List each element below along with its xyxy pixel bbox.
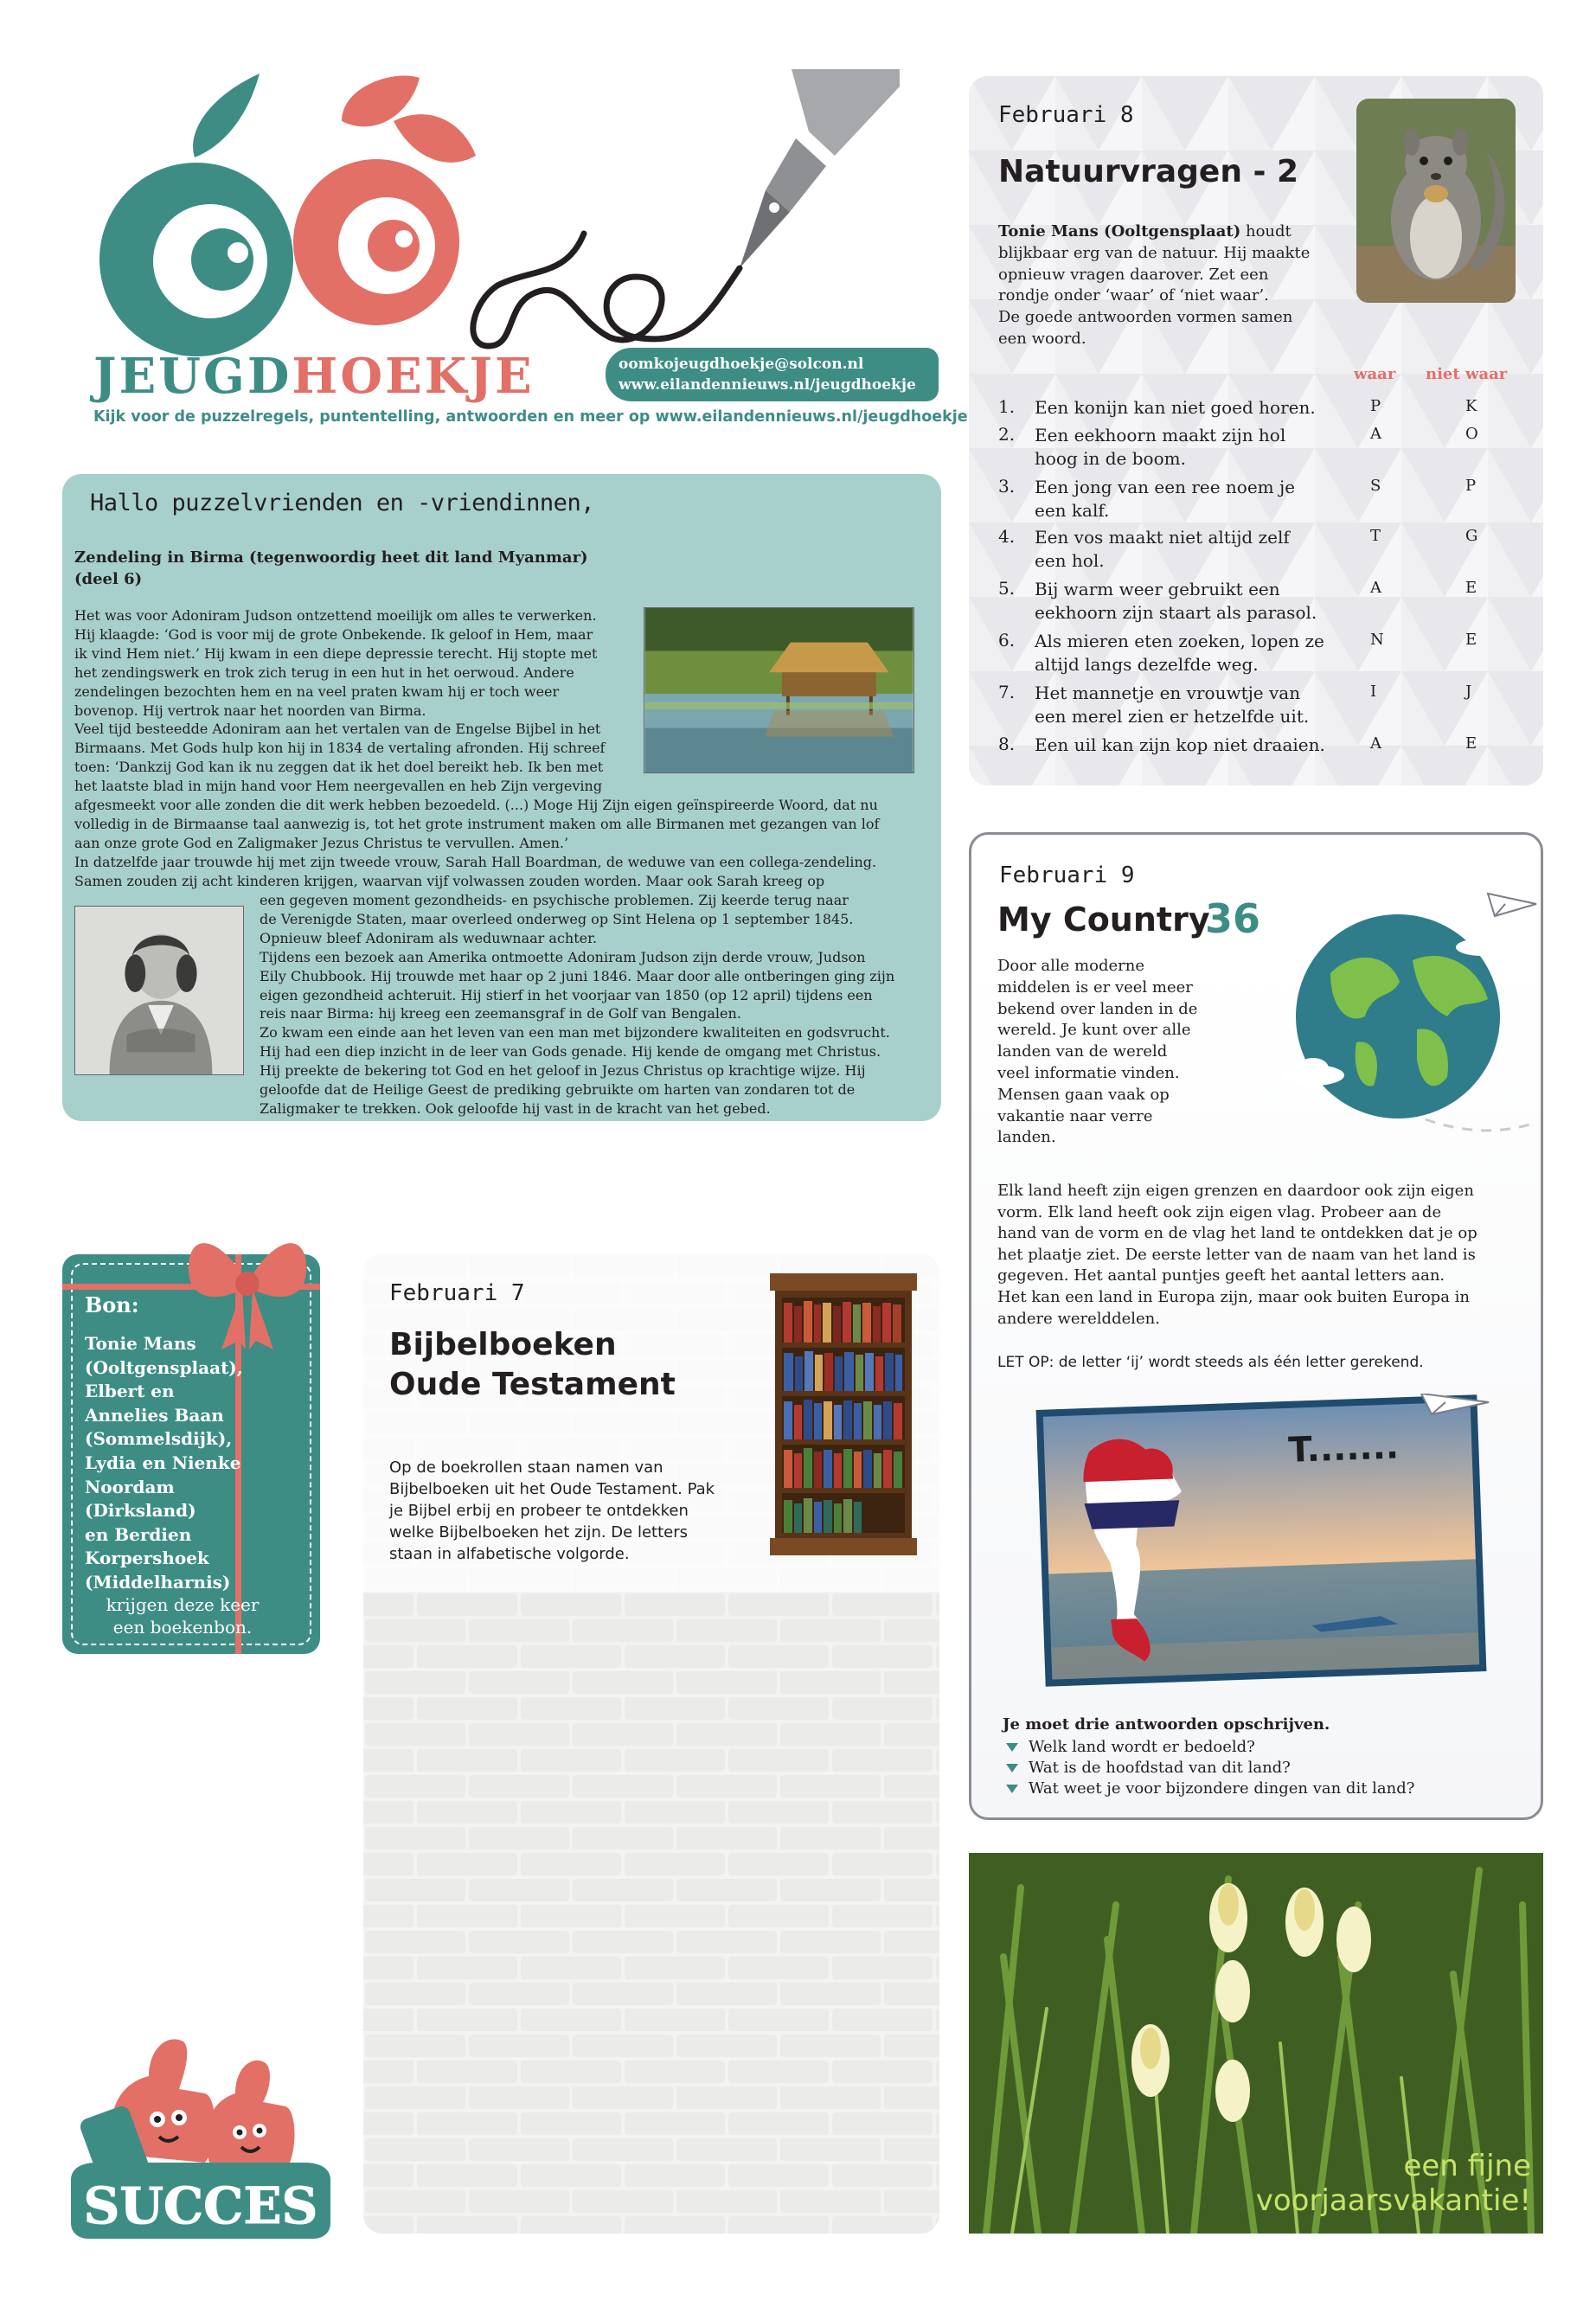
question-text xyxy=(1035,476,1346,522)
question-line: hoog in de boom. xyxy=(1035,448,1186,469)
story-line: de Verenigde Staten, maar overleed onderweg op Sint Helena op 1 september 1845. xyxy=(260,910,854,927)
winner-line: en Berdien xyxy=(85,1523,192,1545)
question-line: een merel zien er hetzelfde uit. xyxy=(1035,706,1310,727)
answer-letter-true: P xyxy=(1370,397,1381,415)
winner-line: Lydia en Nienke xyxy=(85,1452,241,1473)
story-line: Opnieuw bleef Adoniram als weduwnaar achter. xyxy=(260,929,598,946)
coral-o-mark xyxy=(293,75,476,325)
answer-question: Wat weet je voor bijzondere dingen van dit land? xyxy=(1029,1779,1415,1798)
country-intro-line: wereld. Je kunt over alle xyxy=(997,1021,1191,1040)
question-number: 7. xyxy=(998,682,1016,702)
winner-line: (Middelharnis) xyxy=(85,1571,231,1593)
answer-letter-true: A xyxy=(1370,579,1381,597)
answer-letter-false: O xyxy=(1465,425,1478,443)
bible-date: Februari 7 xyxy=(389,1280,525,1306)
answer-letter-true: A xyxy=(1370,734,1381,753)
country-body-line: andere werelddelen. xyxy=(997,1309,1160,1328)
bible-title-line: Oude Testament xyxy=(389,1367,676,1402)
country-body-line: Elk land heeft zijn eigen grenzen en daardoor ook zijn eigen xyxy=(997,1182,1474,1200)
country-shape-photo xyxy=(1032,1394,1490,1688)
question-number: 5. xyxy=(998,578,1016,599)
story-text-top xyxy=(74,606,628,796)
story-line: Hij klaagde: ‘God is voor mij de grote Onbekende. Ik geloof in Hem, maar xyxy=(74,625,593,643)
nature-intro-line: een woord. xyxy=(998,329,1086,348)
question-number: 4. xyxy=(998,526,1016,547)
story-line: het laatste blad in mijn hand voor Hem neergevallen en heb Zijn vergeving xyxy=(74,778,603,795)
thumbs-up-icon xyxy=(206,2061,294,2171)
contact-box xyxy=(606,348,939,401)
question-number: 1. xyxy=(998,396,1016,417)
nature-intro-line: De goede antwoorden vormen samen xyxy=(998,308,1293,327)
story-title xyxy=(74,547,680,590)
stilt-hut-photo xyxy=(644,607,914,773)
story-line: Zo kwam een einde aan het leven van een man met bijzondere kwaliteiten en godsvrucht. xyxy=(260,1024,890,1042)
country-body-line: gegeven. Het aantal puntjes geeft het aantal letters aan. xyxy=(997,1266,1445,1285)
question-text xyxy=(1035,630,1346,676)
answer-letter-false: P xyxy=(1465,477,1477,495)
crocus-photo-card xyxy=(969,1853,1543,2234)
winner-line: (Ooltgensplaat), xyxy=(85,1356,243,1378)
bible-books-puzzle-panel xyxy=(363,1254,939,2234)
intro-story-panel xyxy=(62,474,941,1121)
ink-swirl xyxy=(473,234,740,346)
nature-intro xyxy=(998,221,1336,350)
country-issue-number: 36 xyxy=(1205,895,1261,942)
country-intro-line: landen van de wereld xyxy=(997,1042,1168,1061)
question-text xyxy=(1035,682,1346,728)
country-intro xyxy=(997,956,1224,1149)
winner-line: Annelies Baan xyxy=(85,1404,224,1426)
fountain-pen-icon xyxy=(740,69,900,268)
brand-title xyxy=(93,348,535,405)
bible-intro-line: Op de boekrollen staan namen van xyxy=(389,1458,663,1477)
question-line: Als mieren eten zoeken, lopen ze xyxy=(1035,631,1324,651)
question-line: altijd langs dezelfde weg. xyxy=(1035,654,1259,675)
answer-letter-true: S xyxy=(1370,477,1381,495)
story-line: Tijdens een bezoek aan Amerika ontmoette Adoniram Judson zijn derde vrouw, Judson xyxy=(260,948,866,965)
country-body-line: vorm. Elk land heeft ook zijn eigen vlag. Probeer aan de xyxy=(997,1202,1442,1221)
question-line: Een vos maakt niet altijd zelf xyxy=(1035,527,1290,548)
country-intro-line: vakantie naar verre xyxy=(997,1106,1153,1125)
winner-line: Tonie Mans xyxy=(85,1333,196,1354)
bible-intro xyxy=(389,1457,744,1565)
answer-letter-false: G xyxy=(1465,527,1478,545)
bookcase-icon xyxy=(770,1273,917,1555)
question-text xyxy=(1035,526,1346,573)
holiday-wish-line: voorjaarsvakantie! xyxy=(1255,2183,1531,2218)
winner-line: Noordam xyxy=(85,1476,175,1497)
country-date: Februari 9 xyxy=(999,862,1135,888)
story-line: Eily Chubbook. Hij trouwde met haar op 2 juni 1846. Maar door alle ontberingen ging zijn xyxy=(260,967,895,984)
nature-intro-line: rondje onder ‘waar’ of ‘niet waar’. xyxy=(998,286,1269,305)
question-text xyxy=(1035,734,1346,757)
answer-letter-true: I xyxy=(1370,683,1377,701)
answers-title: Je moet drie antwoorden opschrijven. xyxy=(1003,1715,1330,1734)
intro-greeting: Hallo puzzelvrienden en -vriendinnen, xyxy=(90,490,594,516)
question-line: eekhoorn zijn staart als parasol. xyxy=(1035,602,1317,623)
reward-line: krijgen deze keer xyxy=(106,1594,260,1615)
country-body xyxy=(997,1181,1525,1330)
story-text-right xyxy=(260,891,926,1118)
bible-title xyxy=(389,1325,676,1405)
brand-part-hoekje: HOEKJE xyxy=(292,348,535,405)
winner-line: (Sommelsdijk), xyxy=(85,1428,233,1450)
question-number: 3. xyxy=(998,476,1016,497)
holiday-wish-line: een fijne xyxy=(1403,2149,1531,2183)
nature-intro-line: houdt xyxy=(1240,222,1292,240)
nature-date: Februari 8 xyxy=(998,102,1134,128)
story-line: het zendingswerk en trok zich terug in een hut in het oerwoud. Andere xyxy=(74,663,574,681)
answer-letter-true: T xyxy=(1370,527,1381,545)
story-line: Samen zouden zij acht kinderen krijgen, waarvan vijf volwassen zouden worden. Maar ook Sarah kreeg op xyxy=(74,872,825,889)
story-line: ik vind Hem niet.’ Hij kwam in een diepe depressie terecht. Hij stopte met xyxy=(74,644,598,662)
story-line: een gegeven moment gezondheids- en psychische problemen. Zij keerde terug naar xyxy=(260,892,849,908)
story-title-line: (deel 6) xyxy=(74,570,143,588)
country-body-line: Het kan een land in Europa zijn, maar ook buiten Europa in xyxy=(997,1287,1471,1306)
question-number: 2. xyxy=(998,424,1016,445)
nature-intro-line: blijkbaar erg van de natuur. Hij maakte xyxy=(998,243,1311,262)
winner-line: Korpershoek xyxy=(85,1548,209,1569)
bible-intro-line: welke Bijbelboeken het zijn. De letters xyxy=(389,1523,688,1541)
answer-letter-false: E xyxy=(1465,734,1477,753)
my-country-panel xyxy=(969,832,1543,1820)
story-line: eigen gezondheid achteruit. Hij stierf in het voorjaar van 1850 (op 12 april) tijdens een xyxy=(260,986,873,1003)
country-intro-line: landen. xyxy=(997,1128,1056,1147)
bon-title: Bon: xyxy=(85,1292,139,1317)
story-line: aan onze grote God en Zaligmaker Jezus Christus te vervullen. Amen.’ xyxy=(74,834,569,851)
winner-line: (Dirksland) xyxy=(85,1500,196,1522)
question-number: 6. xyxy=(998,630,1016,651)
triangle-bullet-icon xyxy=(1006,1785,1018,1795)
question-text xyxy=(1035,424,1346,471)
sarah-portrait-engraving xyxy=(74,906,244,1075)
country-intro-line: veel informatie vinden. xyxy=(997,1063,1180,1082)
country-body-line: het plaatje ziet. De eerste letter van de naam van het land is xyxy=(997,1245,1476,1264)
succes-thumbs-up-art xyxy=(62,2016,339,2240)
reward-line: een boekenbon. xyxy=(112,1617,253,1638)
question-line: Een eekhoorn maakt zijn hol xyxy=(1035,425,1286,445)
country-intro-line: Door alle moderne xyxy=(997,957,1144,975)
country-intro-line: middelen is er veel meer xyxy=(997,977,1193,997)
squirrel-photo xyxy=(1356,99,1516,303)
answer-letter-true: A xyxy=(1370,425,1381,443)
question-text xyxy=(1035,578,1346,625)
nature-title: Natuurvragen - 2 xyxy=(998,154,1299,189)
column-head-false: niet waar xyxy=(1426,365,1508,383)
bible-intro-line: je Bijbel erbij en probeer te ontdekken xyxy=(389,1502,689,1520)
story-line: In datzelfde jaar trouwde hij met zijn tweede vrouw, Sarah Hall Boardman, de weduwe van een collega-zendeling. xyxy=(74,853,877,870)
story-line: Het was voor Adoniram Judson ontzettend moeilijk om alles te verwerken. xyxy=(74,607,597,624)
brand-part-jeugd: JEUGD xyxy=(93,348,292,405)
nature-intro-line: opnieuw vragen daarover. Zet een xyxy=(998,265,1269,284)
story-line: Birmaans. Met Gods hulp kon hij in 1834 de vertaling afronden. Hij schreef xyxy=(74,740,606,757)
country-note: LET OP: de letter ‘ij’ wordt steeds als één letter gerekend. xyxy=(997,1354,1424,1371)
question-line: Een uil kan zijn kop niet draaien. xyxy=(1035,734,1325,755)
story-line: Zaligmaker te trekken. Ook geloofde hij vast in de kracht van het gebed. xyxy=(260,1099,771,1117)
country-title: My Country xyxy=(997,901,1210,939)
story-line: bovenop. Hij vertrok naar het noorden van Birma. xyxy=(74,702,426,719)
globe-icon xyxy=(1261,878,1538,1155)
answer-letter-true: N xyxy=(1370,631,1384,649)
paper-plane-icon xyxy=(1488,894,1536,916)
question-line: Een konijn kan niet goed horen. xyxy=(1035,397,1316,418)
question-line: Bij warm weer gebruikt een xyxy=(1035,579,1280,599)
contact-email[interactable]: oomkojeugdhoekje@solcon.nl xyxy=(619,356,864,373)
answer-letter-false: E xyxy=(1465,631,1477,649)
story-line: Hij had een diep inzicht in de leer van Gods genade. Hij kende de omgang met Christus. xyxy=(260,1043,881,1061)
nature-author: Tonie Mans (Ooltgensplaat) xyxy=(998,222,1241,240)
country-intro-line: Mensen gaan vaak op xyxy=(997,1085,1170,1104)
question-line: een hol. xyxy=(1035,550,1105,571)
story-line: Hij preekte de bekering tot God en het geloof in Jezus Christus op krachtige wijze. Hij xyxy=(260,1062,866,1080)
answer-letter-false: K xyxy=(1465,397,1477,415)
story-line: afgesmeekt voor alle zonden die dit werk hebben bezoedeld. (...) Moge Hij Zijn eigen geïnspireerde Woord, dat nu xyxy=(74,797,878,813)
story-line: volledig in de Birmaanse taal aanwezig is, tot het grote instrument maken om alle Birmanen met gezangen van lof xyxy=(74,815,880,832)
answer-question: Wat is de hoofdstad van dit land? xyxy=(1029,1759,1291,1777)
question-line: een kalf. xyxy=(1035,500,1110,521)
country-intro-line: bekend over landen in de xyxy=(997,999,1198,1018)
column-head-true: waar xyxy=(1354,365,1396,383)
succes-label: SUCCES xyxy=(83,2176,318,2235)
contact-website[interactable]: www.eilandennieuws.nl/jeugdhoekje xyxy=(619,376,916,394)
answer-question: Welk land wordt er bedoeld? xyxy=(1029,1738,1255,1756)
triangle-bullet-icon xyxy=(1006,1743,1018,1753)
story-text-wide xyxy=(74,796,922,891)
answer-letter-false: J xyxy=(1465,683,1472,701)
holiday-wish xyxy=(969,2149,1531,2218)
bon-reward-text xyxy=(83,1593,282,1638)
story-line: toen: ‘Dankzij God kan ik nu zeggen dat ik het doel bereikt heb. Ik ben met xyxy=(74,759,604,776)
bible-title-line: Bijbelboeken xyxy=(389,1327,617,1362)
story-line: reis naar Birma: hij kreeg een zeemansgraf in de Golf van Bengalen. xyxy=(260,1005,741,1022)
triangle-bullet-icon xyxy=(1006,1764,1018,1774)
answer-letter-false: E xyxy=(1465,579,1477,597)
story-line: Veel tijd besteedde Adoniram aan het vertalen van de Engelse Bijbel in het xyxy=(74,721,601,738)
nature-quiz-panel xyxy=(969,76,1543,785)
question-line: Een jong van een ree noem je xyxy=(1035,477,1296,497)
bible-intro-line: Bijbelboeken uit het Oude Testament. Pak xyxy=(389,1480,715,1498)
teal-o-mark xyxy=(99,74,293,356)
question-text xyxy=(1035,396,1346,420)
story-title-line: Zendeling in Birma (tegenwoordig heet dit land Myanmar) xyxy=(74,548,588,567)
bible-intro-line: staan in alfabetische volgorde. xyxy=(389,1545,630,1563)
bon-winner-names xyxy=(85,1332,258,1595)
country-letter-hint: T....... xyxy=(1287,1426,1400,1471)
question-number: 8. xyxy=(998,734,1016,754)
story-line: geloofde dat de Heilige Geest de prediking gebruikte om harten van zondaren tot de xyxy=(260,1081,856,1099)
winner-line: Elbert en xyxy=(85,1381,175,1402)
puzzle-rules-line: Kijk voor de puzzelregels, puntentelling, antwoorden en meer op www.eilandennieuws.nl/jeugdhoekje xyxy=(93,408,968,426)
question-line: Het mannetje en vrouwtje van xyxy=(1035,683,1301,703)
country-body-line: hand van de vorm en de vlag het land te ontdekken dat je op xyxy=(997,1224,1477,1243)
ribbon-bow-icon xyxy=(170,1220,325,1349)
story-line: zendelingen bezochten hem en na veel praten kwam hij er toch weer xyxy=(74,683,560,700)
